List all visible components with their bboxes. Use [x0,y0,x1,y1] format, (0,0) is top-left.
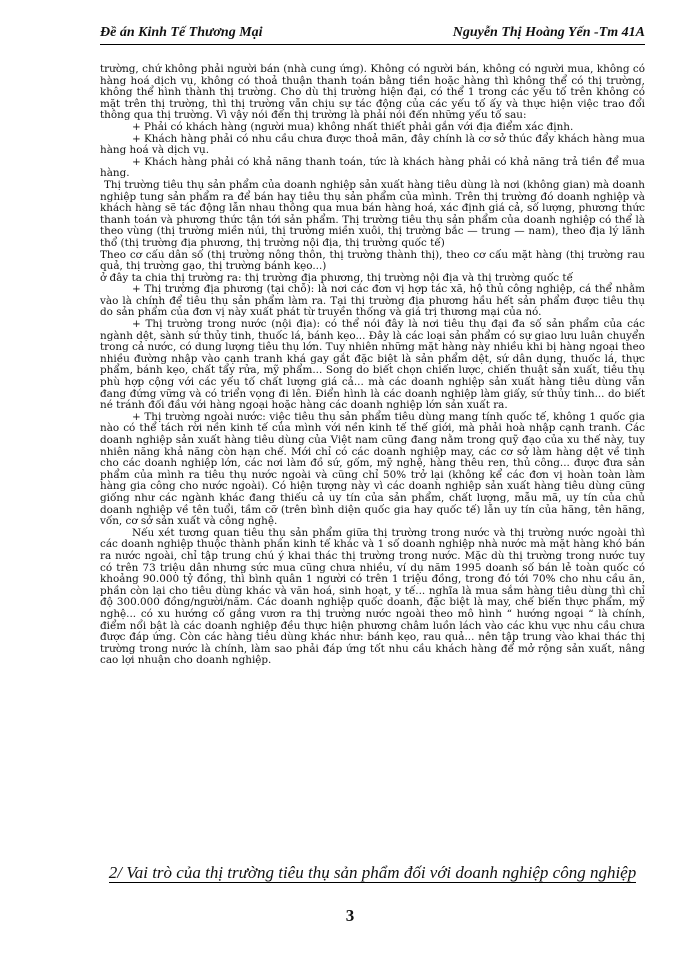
paragraph: + Thị trường ngoài nước: việc tiêu thụ sản phẩm tiêu dùng mang tính quốc tế, không 1 quốc gia nào có thể tách rời nền kinh tế của mình với nền kinh tế thế giới, mà phải hoà nhập cạnh tranh. Các doanh nghiệp sản xuất hàng tiêu dùng của Việt nam cũng đang nằm trong quỹ đạo của xu thế này, tuy nhiên năng khả năng còn hạn chế. Mới chỉ có các doanh nghiệp may, các cơ sở làm hàng dệt về tinh cho các doanh nghiệp lớn, các nơi làm đồ sứ, gốm, mỹ nghệ, hàng thêu ren, thủ công... được đưa sản phẩm của mình ra tiêu thụ nước ngoài và cũng chỉ 50% trở lại (không kể các đơn vị hoàn toàn làm hàng gia công cho nước ngoài). Có hiện tượng này vì các doanh nghiệp sản xuất hàng tiêu dùng cũng giống như các ngành khác đang thiếu cả uy tín của sản phẩm, chất lượng, mẫu mã, uy tín của chủ doanh nghiệp về tên tuổi, tầm cỡ (trên bình diện quốc gia hay quốc tế) lẫn uy tín của hãng, tên hãng, vốn, cơ sở sản xuất và công nghệ. [100,410,645,528]
paragraph: + Khách hàng phải có nhu cầu chưa được thoả mãn, đây chính là cơ sở thúc đẩy khách hàng mua hàng hoá và dịch vụ. [100,132,645,157]
header-title: Đề án Kinh Tế Thương Mại [100,25,263,40]
body-text [100,64,645,667]
paragraph: Thị trường tiêu thụ sản phẩm của doanh nghiệp sản xuất hàng tiêu dùng là nơi (không gian) mà doanh nghiệp tung sản phẩm ra để bán hay tiêu thụ sản phẩm của mình. Trên thị trường đó doanh nghiệp và khách hàng sẽ tác động lẫn nhau thông qua mua bán hàng hoá, xác định giá cả, số lượng, phương thức thanh toán và phương thức tận tới sản phẩm. Thị trường tiêu thụ sản phẩm của doanh nghiệp có thể là theo vùng (thị trường miền núi, thị trường miền xuôi, thị trường bắc — trung — nam), theo địa lý lãnh thổ (thị trường địa phương, thị trường nội địa, thị trường quốc tế) [100,178,645,249]
paragraph: + Thị trường trong nước (nội địa): có thể nói đây là nơi tiêu thụ đại đa số sản phẩm của các ngành dệt, sành sứ thủy tinh, thuốc lá, bánh kẹo... Đây là các loại sản phẩm có sự giao lưu luân chuyển trong cả nước, có dung lượng tiêu thụ lớn. Tuy nhiên những mặt hàng này nhiều khi bị hàng ngoại theo nhiều đường nhập vào cạnh tranh khá gay gắt đặc biệt là sản phẩm dệt, sứ dân dụng, thuốc lá, thực phẩm, bánh kẹo, chất tẩy rửa, mỹ phẩm... Song do biết chọn chiến lược, chiến thuật sản xuất, tiêu thụ phù hợp cộng với các yếu tố chất lượng giá cả... mà các doanh nghiệp sản xuất hàng tiêu dùng vẫn đang đứng vững và có triển vọng đi lên. Điển hình là các doanh nghiệp làm giấy, sứ thủy tinh... do biết né tránh đối đầu với hàng ngoại hoặc hàng các doanh nghiệp lớn sản xuất ra. [100,318,645,412]
paragraph: ở đây ta chia thị trường ra: thị trường địa phương, thị trường nội địa và thị trường quốc tế [100,271,573,284]
page-header [100,24,645,45]
paragraph: trường, chứ không phải người bán (nhà cung ứng). Không có người bán, không có người mua, không có hàng hoá dịch vụ, không có thoả thuận thanh toán bằng tiền hoặc hàng thì không thể có thị trường, không thể hình thành thị trường. Cho dù thị trường hiện đại, có thể 1 trong các yếu tố trên không có mặt trên thị trường, thì thị trường vẫn chịu sự tác động của các yếu tố ấy và thực hiện việc trao đổi thông qua thị trường. Vì vậy nói đến thị trường là phải nói đến những yếu tố sau: [100,63,645,122]
header-author: Nguyễn Thị Hoàng Yến -Tm 41A [452,25,645,40]
paragraph: Theo cơ cấu dân số (thị trường nông thôn, thị trường thành thị), theo cơ cấu mặt hàng (thị trường rau quả, thị trường gạo, thị trường bánh kẹo...) [100,248,645,273]
paragraph: + Thị trường địa phương (tại chỗ): là nơi các đơn vị hợp tác xã, hộ thủ công nghiệp, cá thể nhằm vào là chính để tiêu thụ sản phẩm làm ra. Tại thị trường địa phương hầu hết sản phẩm được tiêu thụ do sản phẩm của đơn vị này xuất phát từ truyền thống và giá trị thương mại của nó. [100,283,645,319]
paragraph: Nếu xét tương quan tiêu thụ sản phẩm giữa thị trường trong nước và thị trường nước ngoài thì các doanh nghiệp thuộc thành phần kinh tế khác và 1 số doanh nghiệp nhà nước mà mặt hàng khó bán ra nước ngoài, chỉ tập trung chú ý khai thác thị trường trong nước. Mặc dù thị trường trong nước tuy có trên 73 triệu dân nhưng sức mua cũng chưa nhiều, ví dụ năm 1995 doanh số bán lẻ toàn quốc có khoảng 90.000 tỷ đồng, thì bình quân 1 người có trên 1 triệu đồng, trong đó tới 70% cho nhu cầu ăn, phần còn lại cho tiêu dùng khác và văn hoá, sinh hoạt, y tế... nghĩa là mua sắm hàng tiêu dùng thì chỉ độ 300.000 đồng/người/năm. Các doanh nghiệp quốc doanh, đặc biệt là may, chế biến thực phẩm, mỹ nghệ... có xu hướng cố gắng vươn ra thị trường nước ngoài theo mô hình “ hướng ngoại “ là chính, điểm nổi bật là các doanh nghiệp đều thực hiện phương châm luồn lách vào các khu vực nhu cầu chưa được đáp ứng. Còn các hàng tiêu dùng khác như: bánh kẹo, rau quả... nên tập trung vào khai thác thị trường trong nước là chính, làm sao phải đáp ứng tốt nhu cầu khách hàng để mở rộng sản xuất, nâng cao lợi nhuận cho doanh nghiệp. [100,526,645,667]
paragraph: + Khách hàng phải có khả năng thanh toán, tức là khách hàng phải có khả năng trả tiền để mua hàng. [100,155,645,180]
page-number: 3 [345,906,355,925]
section-heading [100,862,645,883]
paragraph: + Phải có khách hàng (người mua) không nhất thiết phải gắn với địa điểm xác định. [132,120,574,133]
section-heading-text: 2/ Vai trò của thị trường tiêu thụ sản phẩm đối với doanh nghiệp công nghiệp [108,863,637,882]
